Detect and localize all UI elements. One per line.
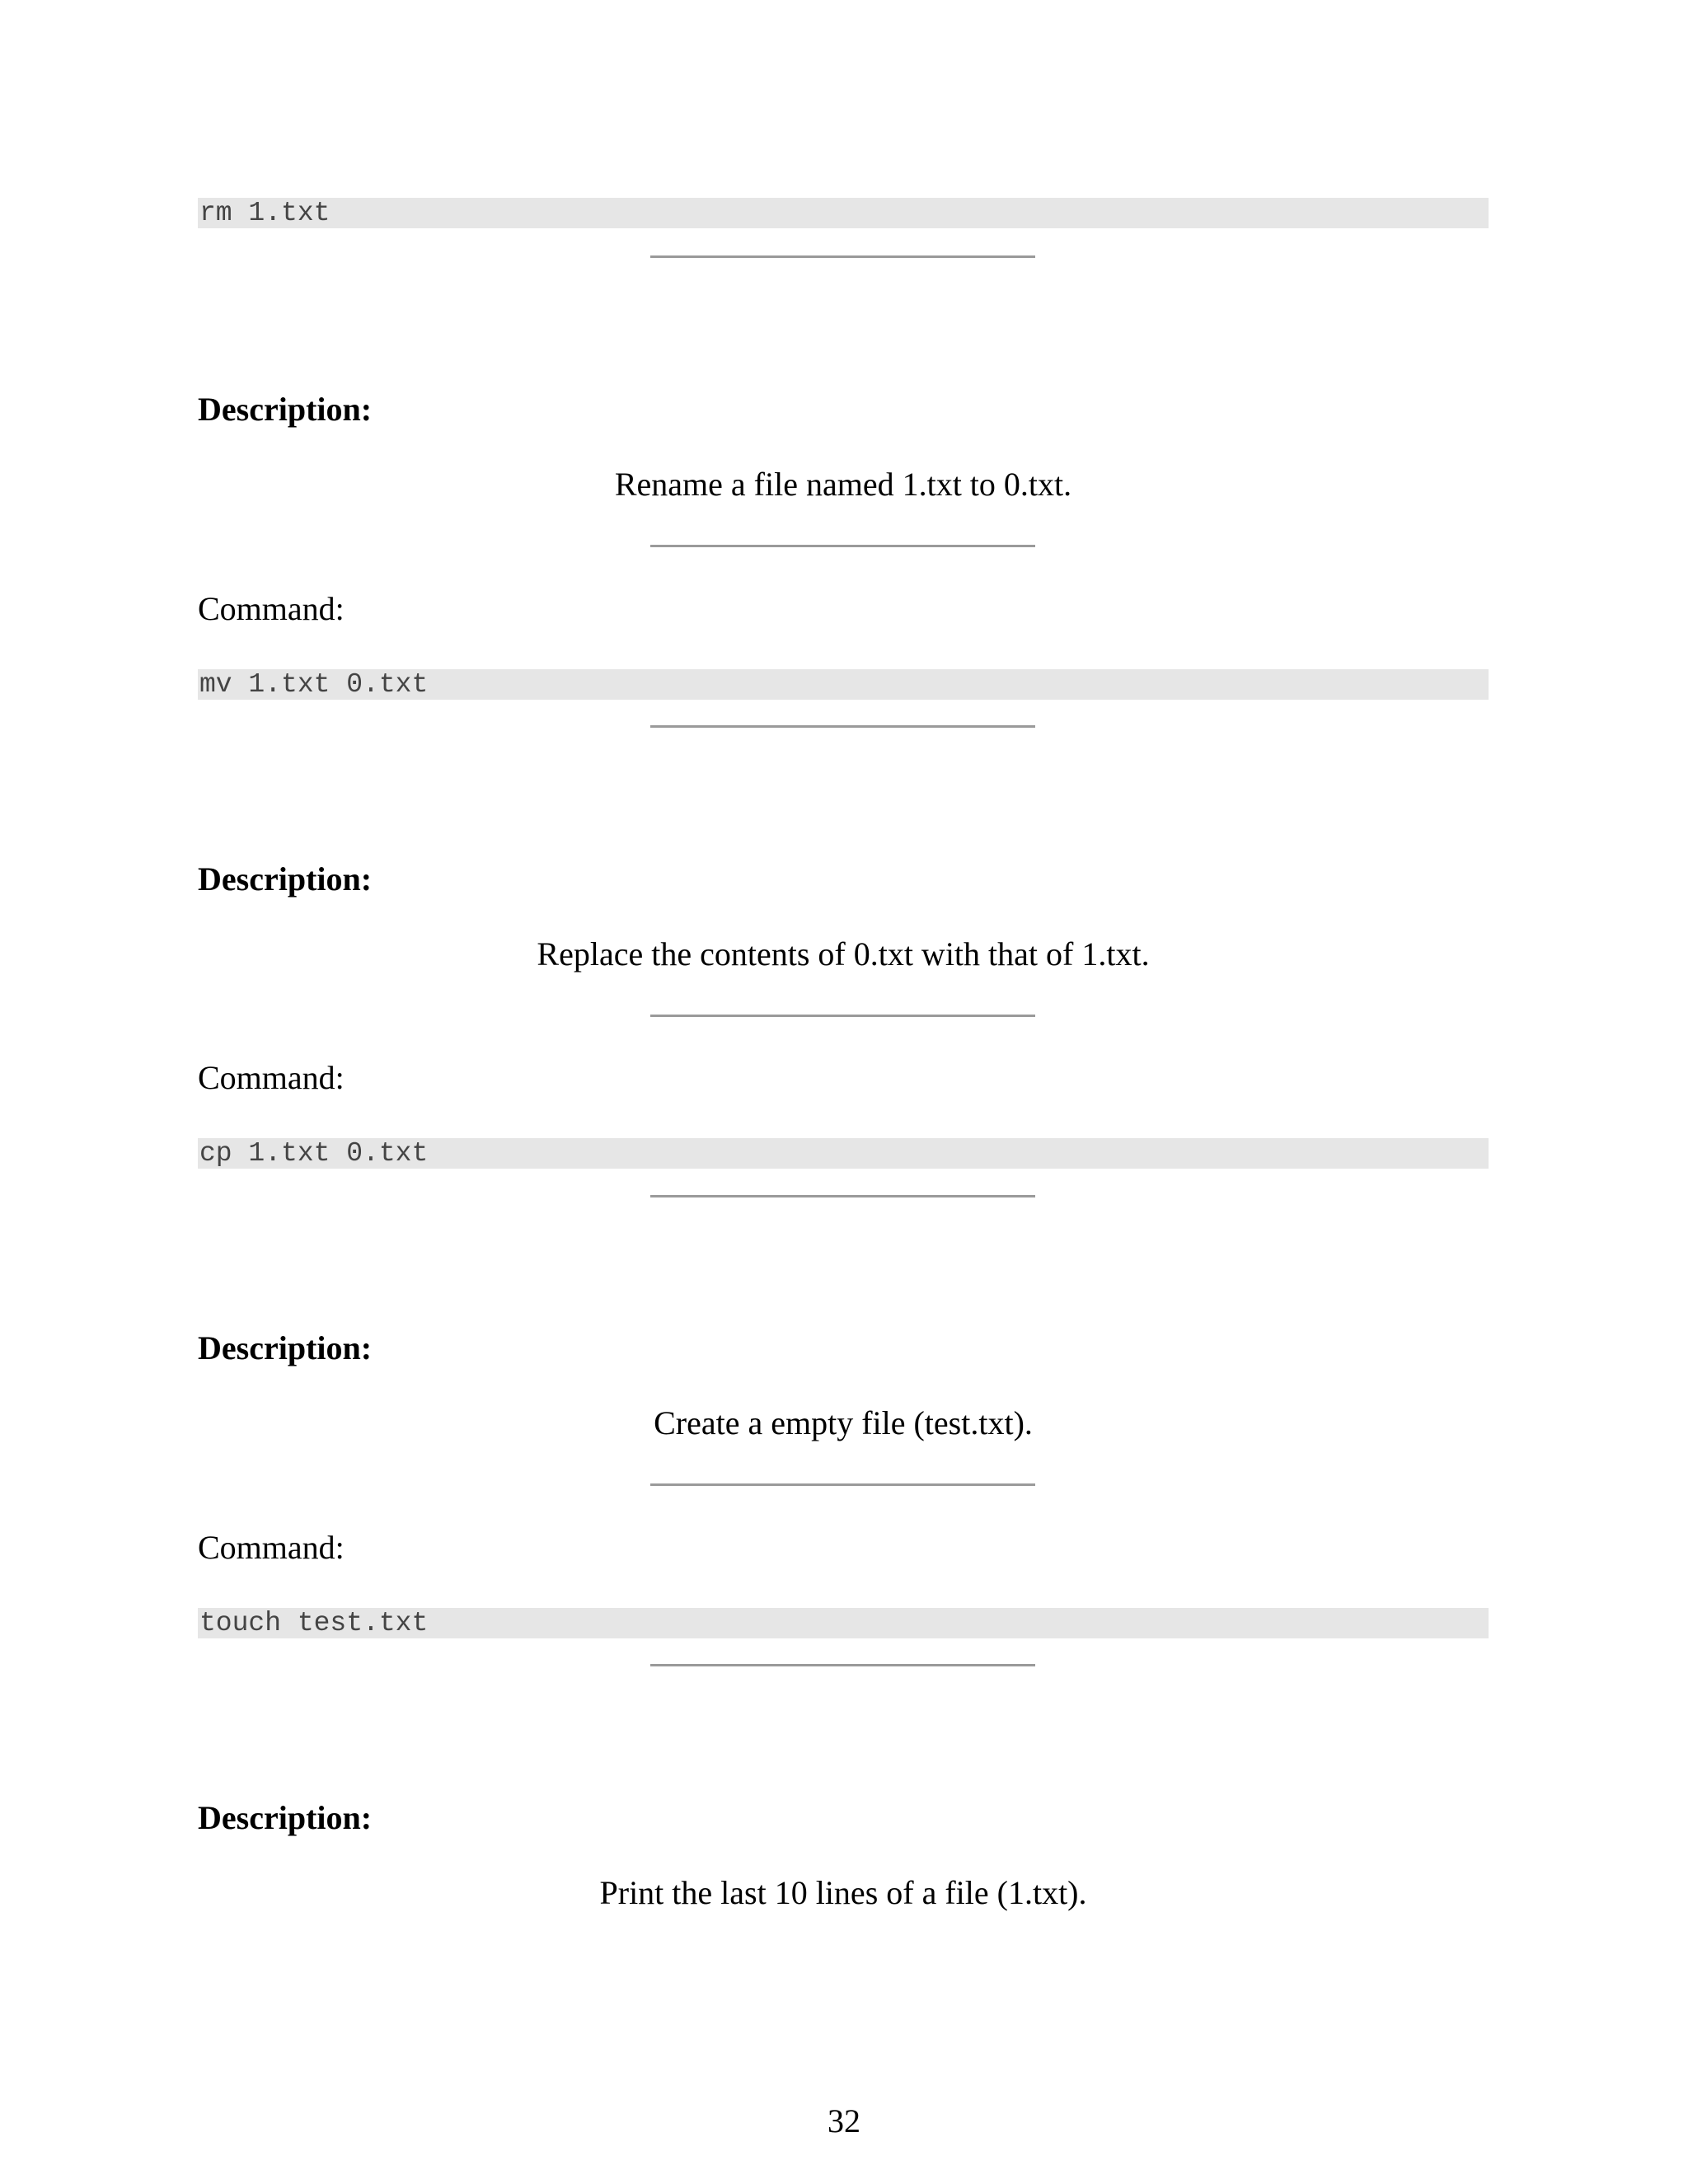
description-text: Create a empty file (test.txt). (654, 1404, 1033, 1441)
page-number: 32 (828, 2102, 860, 2139)
command-code: cp 1.txt 0.txt (198, 1138, 1489, 1169)
description-heading: Description: (198, 391, 373, 428)
command-code: rm 1.txt (198, 198, 1489, 228)
description-heading: Description: (198, 1329, 373, 1366)
section-divider (650, 255, 1035, 258)
description-heading: Description: (198, 860, 373, 898)
command-code: touch test.txt (198, 1608, 1489, 1638)
description-text: Replace the contents of 0.txt with that of 1.txt. (537, 935, 1150, 972)
section-divider (650, 1664, 1035, 1666)
section-divider (650, 1015, 1035, 1017)
section-divider (650, 545, 1035, 547)
description-text: Rename a file named 1.txt to 0.txt. (614, 466, 1072, 503)
command-label: Command: (198, 1529, 345, 1566)
section-divider (650, 1483, 1035, 1486)
description-text: Print the last 10 lines of a file (1.txt). (599, 1874, 1087, 1911)
command-code: mv 1.txt 0.txt (198, 669, 1489, 700)
command-label: Command: (198, 1059, 345, 1096)
description-heading: Description: (198, 1799, 373, 1836)
section-divider (650, 725, 1035, 728)
section-divider (650, 1195, 1035, 1197)
command-label: Command: (198, 590, 345, 627)
